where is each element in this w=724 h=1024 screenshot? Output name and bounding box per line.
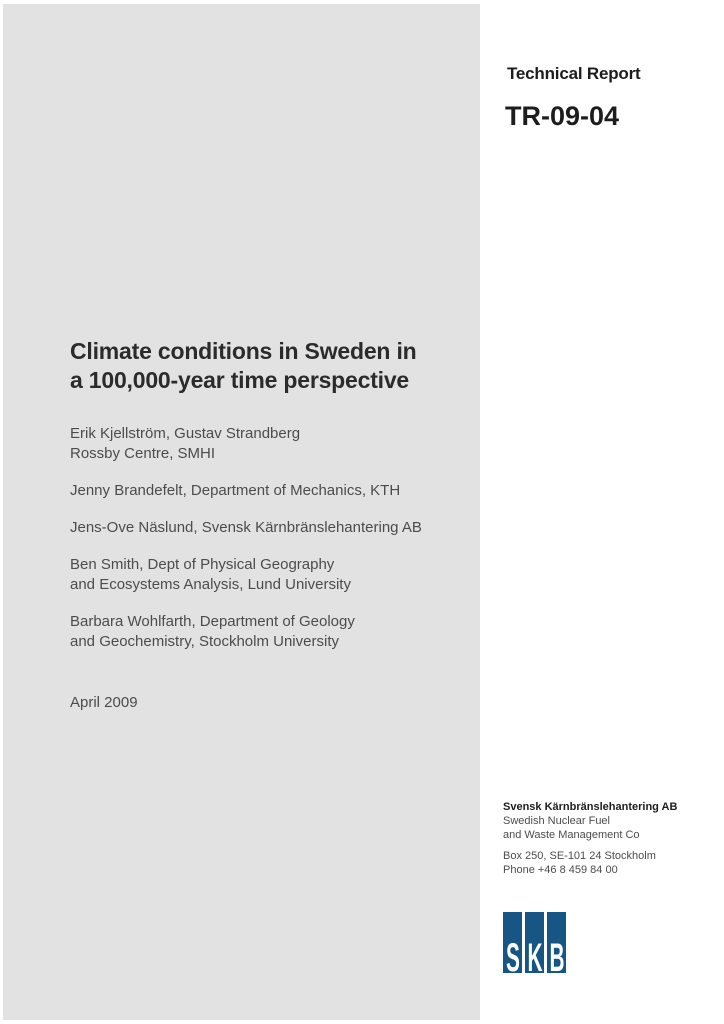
- publication-date: April 2009: [70, 694, 138, 711]
- publisher-phone: Phone +46 8 459 84 00: [503, 864, 618, 876]
- author-entry: [70, 612, 422, 652]
- skb-logo: [503, 912, 566, 980]
- author-affiliation-line: and Geochemistry, Stockholm University: [70, 633, 339, 650]
- author-line: Jenny Brandefelt, Department of Mechanics, KTH: [70, 482, 401, 499]
- publisher-description-line2: and Waste Management Co: [503, 829, 640, 841]
- author-entry: [70, 555, 422, 595]
- publisher-block: [503, 800, 713, 877]
- author-list: [70, 424, 422, 669]
- skb-logo-letter-b: B: [548, 936, 565, 980]
- skb-logo-bar: [547, 912, 566, 980]
- author-line: Barbara Wohlfarth, Department of Geology: [70, 613, 355, 630]
- document-title: [70, 337, 417, 395]
- author-entry: [70, 424, 422, 464]
- skb-logo-letter-k: K: [526, 936, 543, 980]
- skb-logo-letter-s: S: [505, 936, 520, 980]
- author-line: Ben Smith, Dept of Physical Geography: [70, 556, 335, 573]
- author-entry: [70, 518, 422, 538]
- author-line: Erik Kjellström, Gustav Strandberg: [70, 425, 301, 442]
- author-entry: [70, 481, 422, 501]
- report-number: TR-09-04: [505, 101, 620, 131]
- publisher-name: Svensk Kärnbränslehantering AB: [503, 801, 678, 813]
- skb-logo-bar: [503, 912, 522, 980]
- author-affiliation-line: Rossby Centre, SMHI: [70, 445, 216, 462]
- publisher-description-line1: Swedish Nuclear Fuel: [503, 815, 610, 827]
- author-affiliation-line: and Ecosystems Analysis, Lund University: [70, 576, 351, 593]
- report-type-label: Technical Report: [507, 64, 641, 83]
- document-title-line1: Climate conditions in Sweden in: [70, 338, 417, 364]
- author-line: Jens-Ove Näslund, Svensk Kärnbränslehantering AB: [70, 519, 422, 536]
- skb-logo-bar: [525, 912, 544, 980]
- publisher-address: Box 250, SE-101 24 Stockholm: [503, 850, 656, 862]
- document-title-line2: a 100,000-year time perspective: [70, 367, 410, 393]
- publisher-contact: [503, 849, 713, 877]
